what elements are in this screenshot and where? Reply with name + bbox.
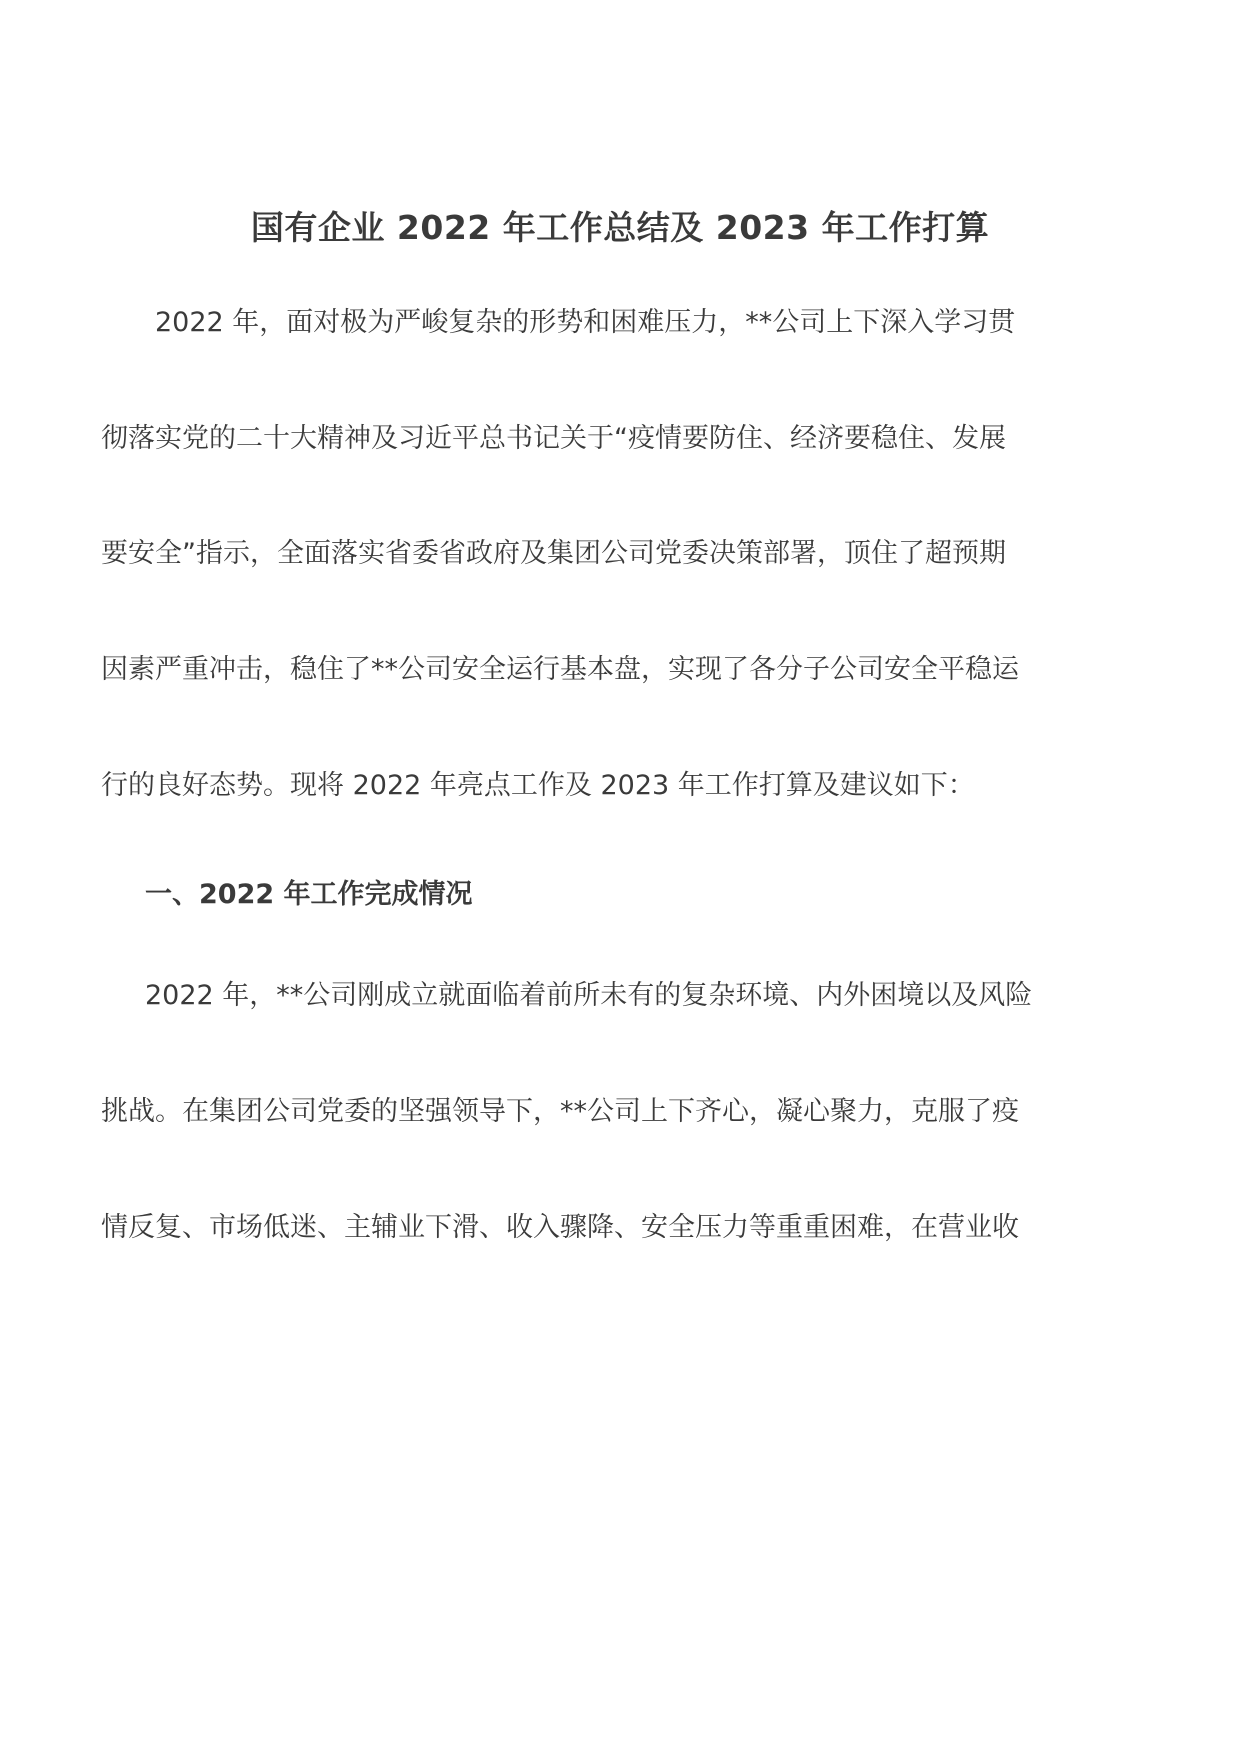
paragraph-1-line-1: 2022 年，面对极为严峻复杂的形势和困难压力，**公司上下深入学习贯 — [155, 307, 1016, 338]
paragraph-1-line-4: 因素严重冲击，稳住了**公司安全运行基本盘，实现了各分子公司安全平稳运 — [101, 654, 1019, 685]
paragraph-2-line-2: 挑战。在集团公司党委的坚强领导下，**公司上下齐心，凝心聚力，克服了疫 — [101, 1096, 1019, 1127]
document-title: 国有企业 2022 年工作总结及 2023 年工作打算 — [250, 208, 990, 247]
paragraph-2-line-3: 情反复、市场低迷、主辅业下滑、收入骤降、安全压力等重重困难，在营业收 — [101, 1212, 1019, 1243]
paragraph-1-line-5: 行的良好态势。现将 2022 年亮点工作及 2023 年工作打算及建议如下： — [101, 770, 975, 801]
section-1-heading: 一、2022 年工作完成情况 — [145, 879, 473, 910]
paragraph-1-line-2: 彻落实党的二十大精神及习近平总书记关于“疫情要防住、经济要稳住、发展 — [101, 423, 1006, 454]
paragraph-2-line-1: 2022 年，**公司刚成立就面临着前所未有的复杂环境、内外困境以及风险 — [145, 980, 1033, 1011]
paragraph-1-line-3: 要安全”指示，全面落实省委省政府及集团公司党委决策部署，顶住了超预期 — [101, 538, 1006, 569]
